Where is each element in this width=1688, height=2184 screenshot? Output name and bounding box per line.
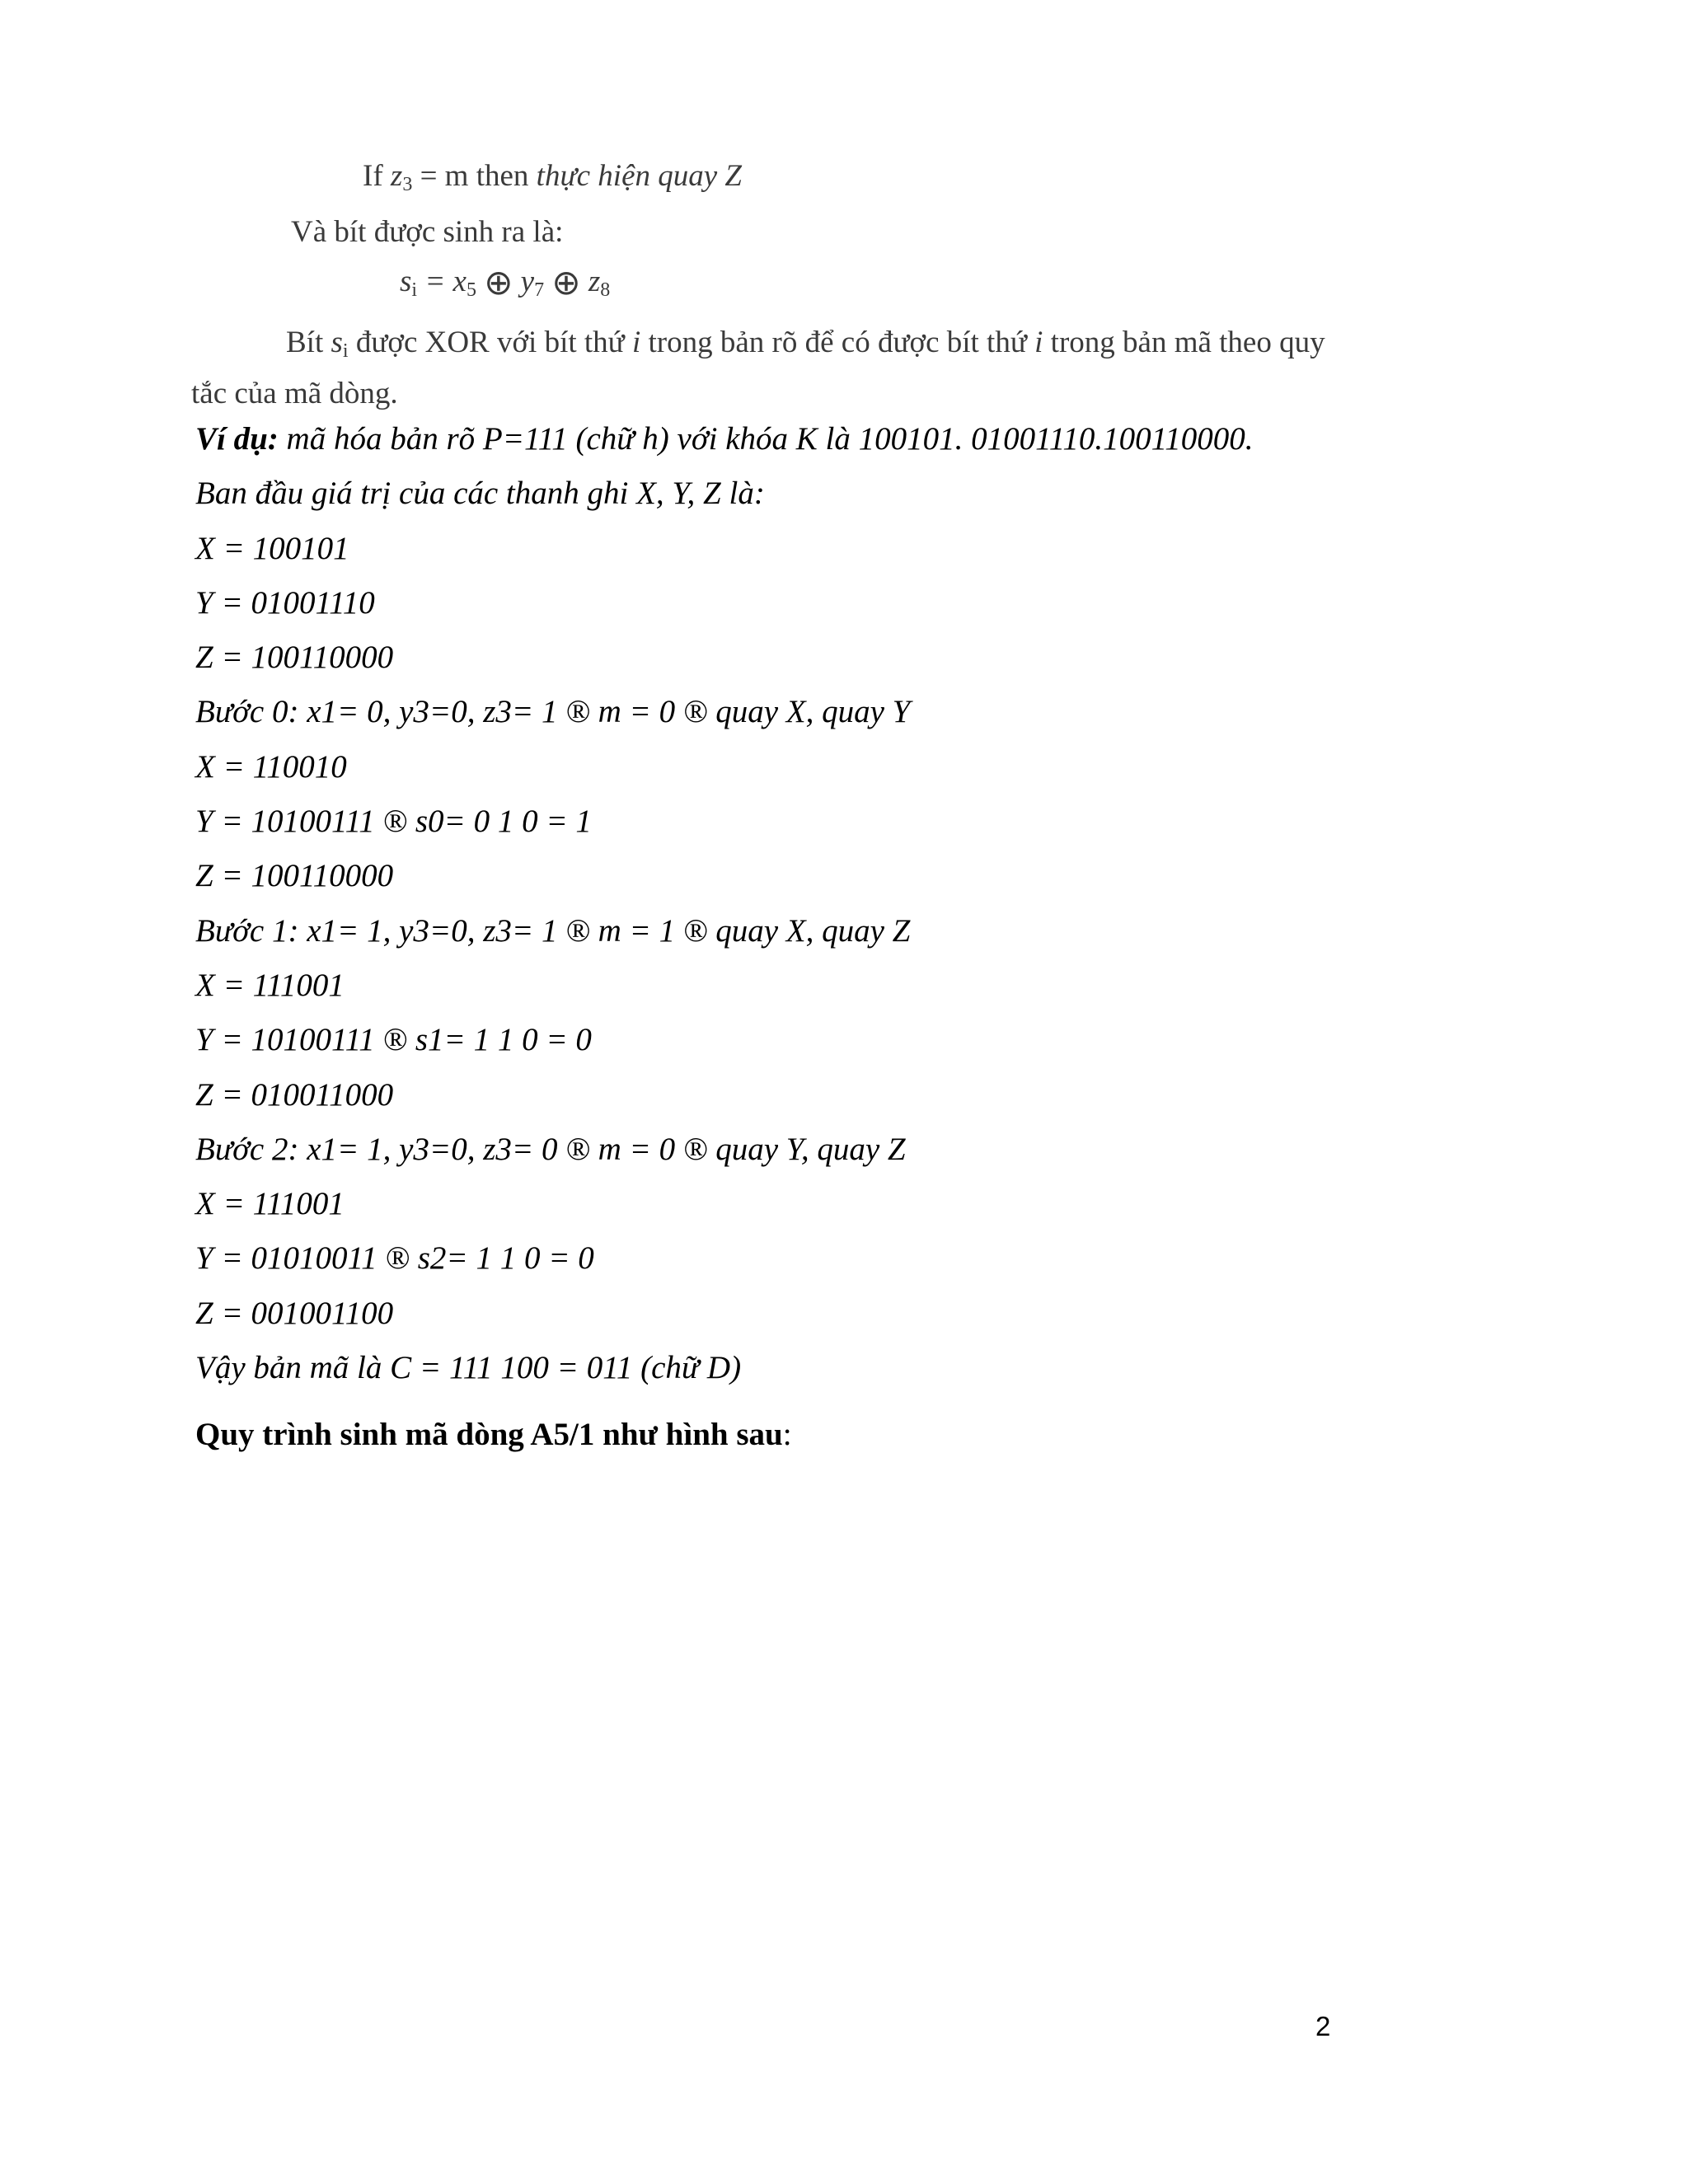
var-s: s — [400, 265, 412, 298]
body-line: Y = 01001110 — [195, 584, 375, 621]
body-line: Vậy bản mã là C = 111 100 = 011 (chữ D) — [195, 1350, 742, 1386]
subscript: 3 — [402, 174, 413, 195]
body-line: Y = 10100111 ® s0= 0 1 0 = 1 — [195, 804, 592, 840]
text: Bít — [286, 326, 331, 359]
text: = m then — [412, 159, 537, 193]
example-text: mã hóa bản rõ P=111 (chữ h) với khóa K là 100101. 01001110.100110000. — [278, 421, 1254, 457]
scanned-excerpt — [185, 148, 1422, 420]
subscript: 8 — [600, 279, 611, 301]
text: trong bản rõ để có được bít thứ — [640, 326, 1035, 359]
body-line: Z = 100110000 — [195, 858, 394, 894]
page-number: 2 — [1315, 2011, 1331, 2041]
body-line: X = 111001 — [195, 1186, 345, 1222]
subscript: i — [411, 279, 418, 301]
body-line: X = 111001 — [195, 967, 345, 1003]
text: được XOR với bít thứ — [348, 326, 632, 359]
formula — [400, 264, 610, 302]
body-line: Z = 001001100 — [195, 1295, 394, 1331]
heading-colon: : — [782, 1417, 792, 1452]
text: trong bản mã theo quy — [1043, 326, 1325, 359]
text: If — [363, 159, 391, 193]
section-heading — [195, 1416, 792, 1453]
var-z: z — [390, 159, 403, 193]
body-line: Ban đầu giá trị của các thanh ghi X, Y, Z là: — [195, 476, 765, 512]
var-s: s — [331, 326, 343, 359]
xor-icon: ⊕ — [551, 265, 581, 302]
body-line: Z = 010011000 — [195, 1076, 394, 1113]
var-i: i — [1034, 326, 1043, 359]
subscript: i — [342, 340, 349, 362]
bit-generated-label: Và bít được sinh ra là: — [291, 215, 564, 249]
example-body — [195, 412, 1498, 1395]
example-label: Ví dụ: — [195, 421, 279, 457]
subscript: 5 — [466, 279, 476, 301]
body-line: Bước 1: x1= 1, y3=0, z3= 1 ® m = 1 ® quay X, quay Z — [195, 912, 911, 949]
body-line: Y = 01010011 ® s2= 1 1 0 = 0 — [195, 1240, 594, 1277]
text: = x — [417, 265, 467, 298]
body-line: Z = 100110000 — [195, 640, 394, 676]
xor-icon: ⊕ — [484, 265, 513, 302]
var-i: i — [631, 326, 641, 359]
heading-text: Quy trình sinh mã dòng A5/1 như hình sau — [195, 1417, 783, 1452]
body-line: Bước 0: x1= 0, y3=0, z3= 1 ® m = 0 ® quay X, quay Y — [195, 694, 911, 730]
subscript: 7 — [534, 279, 545, 301]
var-y: y — [513, 265, 535, 298]
xor-explanation — [191, 321, 1504, 415]
var-z: z — [580, 265, 601, 298]
body-line: X = 100101 — [195, 530, 349, 566]
rule-rotate-z — [363, 158, 742, 196]
body-line: Y = 10100111 ® s1= 1 1 0 = 0 — [195, 1022, 592, 1058]
body-line: Bước 2: x1= 1, y3=0, z3= 0 ® m = 0 ® quay Y, quay Z — [195, 1131, 906, 1167]
text-italic: thực hiện quay Z — [536, 159, 743, 193]
body-line: X = 110010 — [195, 748, 347, 785]
text-continuation: tắc của mã dòng. — [191, 377, 398, 410]
example-line — [195, 412, 1498, 466]
